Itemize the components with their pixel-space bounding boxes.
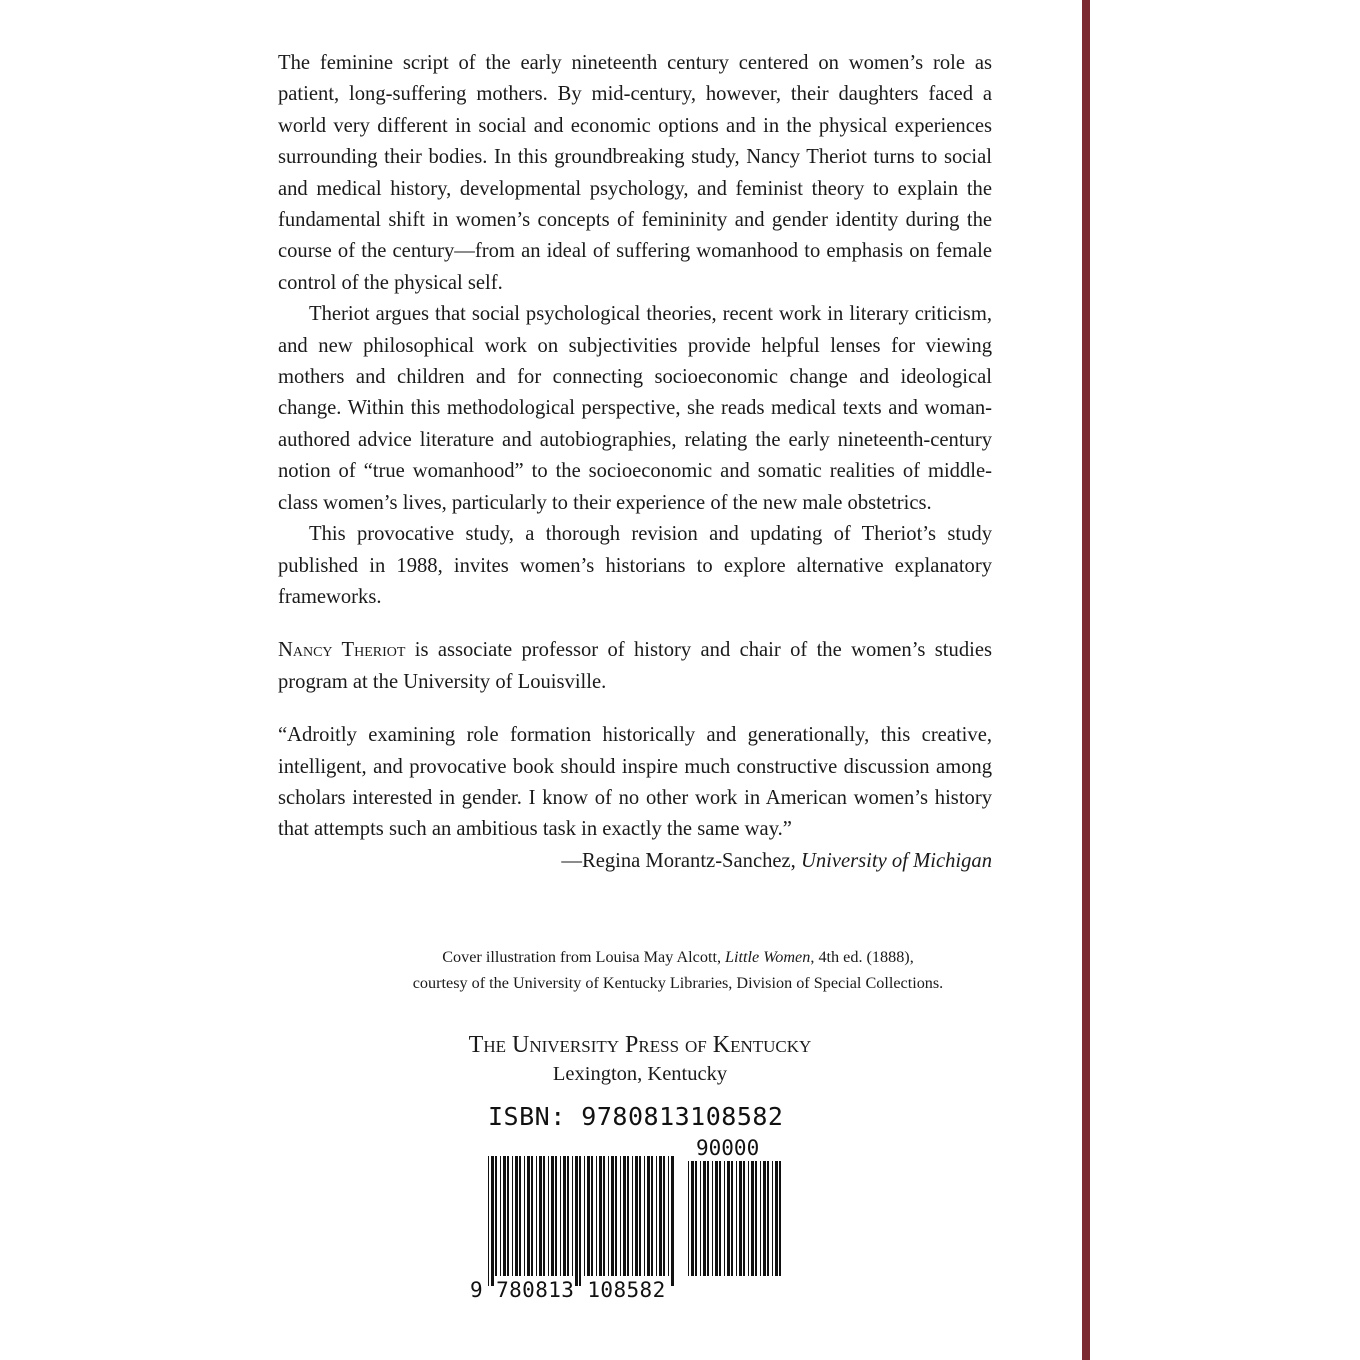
author-bio <box>278 635 992 698</box>
barcode-bar <box>515 1156 518 1276</box>
barcode-bar <box>596 1156 597 1276</box>
barcode-bar <box>691 1161 694 1276</box>
barcode-bar <box>591 1156 593 1276</box>
cover-credit-prefix: Cover illustration from Louisa May Alcott, <box>442 948 726 966</box>
ean-barcode <box>488 1156 674 1286</box>
barcode-bar <box>539 1156 542 1276</box>
barcode-bar <box>603 1156 605 1276</box>
barcode-bar <box>584 1156 585 1276</box>
blurb-quote: “Adroitly examining role formation historically and generationally, this creative, intelligent, and provocative book should inspire much constructive discussion among scholars interested in gender. I know of no other work in American women’s history that attempts such an ambitious task in exactly the same way.” <box>278 724 992 841</box>
author-bio-text: is associate professor of history and chair of the women’s studies program at the University of Louisville. <box>278 639 992 693</box>
description-paragraph-1: The feminine script of the early nineteenth century centered on women’s role as patient, long-suffering mothers. By mid-century, however, their daughters faced a world very different in social and economic options and in the physical experiences surrounding their bodies. In this groundbreaking study, Nancy Theriot turns to social and medical history, developmental psychology, and feminist theory to explain the fundamental shift in women’s concepts of femininity and gender identity during the course of the century—from an ideal of suffering womanhood to emphasis on female control of the physical self. <box>278 52 992 294</box>
cover-credit-title: Little Women <box>725 948 811 966</box>
barcode-bar <box>567 1156 569 1276</box>
barcode-bar <box>575 1156 578 1286</box>
barcode-bar <box>620 1156 621 1276</box>
author-name: Nancy Theriot <box>278 639 406 662</box>
publisher-name: The University Press of Kentucky <box>468 1032 812 1058</box>
blurb-attribution <box>278 846 992 877</box>
barcode-bar <box>500 1156 501 1276</box>
barcode-bar <box>527 1156 530 1276</box>
description-paragraph-3: This provocative study, a thorough revision and updating of Theriot’s study published in 1988, invites women’s historians to explore alternative explanatory frameworks. <box>278 523 992 608</box>
barcode-bar <box>507 1156 509 1276</box>
publisher-city: Lexington, Kentucky <box>552 1063 728 1085</box>
barcode-bar <box>627 1156 629 1276</box>
barcode-bar <box>632 1156 633 1276</box>
barcode-bar <box>775 1161 778 1276</box>
barcode-bar <box>700 1161 701 1276</box>
barcode-bar <box>599 1156 602 1276</box>
barcode-bar <box>703 1161 706 1276</box>
barcode-bar <box>615 1156 617 1276</box>
barcode-bar <box>715 1161 718 1276</box>
spine-edge <box>1082 0 1090 1360</box>
barcode-bar <box>647 1156 650 1276</box>
barcode-bar <box>736 1161 737 1276</box>
barcode-bar <box>748 1161 749 1276</box>
price-code: 90000 <box>696 1136 760 1160</box>
back-cover-text <box>278 48 992 877</box>
barcode-bar <box>659 1156 662 1276</box>
barcode-bar <box>543 1156 545 1276</box>
description-paragraph-2: Theriot argues that social psychological theories, recent work in literary criticism, and new philosophical work on subjectivities provide helpful lenses for viewing mothers and children and for connecting socioeconomic change and ideological change. Within this methodological perspective, she reads medical texts and woman-authored advice literature and autobiographies, relating the early nineteenth-century notion of “true womanhood” to the socioeconomic and somatic realities of middle-class women’s lives, particularly to their experience of the new male obstetrics. <box>278 303 992 514</box>
barcode-bar <box>635 1156 638 1276</box>
cover-credit <box>278 944 1078 996</box>
barcode-bar <box>488 1156 489 1286</box>
publisher-block <box>340 1030 940 1088</box>
barcode-bar <box>555 1156 557 1276</box>
barcode-bar <box>688 1161 689 1276</box>
barcode-bar <box>491 1156 494 1286</box>
addon-barcode <box>688 1161 784 1286</box>
barcode-bar <box>651 1156 653 1276</box>
barcode-bar <box>772 1161 773 1276</box>
barcode-bar <box>663 1156 665 1276</box>
barcode-bar <box>767 1161 769 1276</box>
barcode-bar <box>763 1161 766 1276</box>
isbn-label: ISBN: 9780813108582 <box>488 1102 784 1131</box>
barcode-bar <box>712 1161 713 1276</box>
barcode-bar <box>727 1161 730 1276</box>
barcode-bar <box>548 1156 549 1276</box>
barcode-bar <box>587 1156 590 1276</box>
cover-credit-suffix: , 4th ed. (1888), <box>810 948 914 966</box>
barcode-bar <box>563 1156 566 1276</box>
barcode-bar <box>536 1156 537 1276</box>
barcode-bar <box>743 1161 745 1276</box>
barcode-bar <box>739 1161 742 1276</box>
barcode-bar <box>579 1156 581 1286</box>
ean-digits: 9 780813 108582 <box>470 1278 666 1302</box>
barcode-bar <box>724 1161 725 1276</box>
barcode-area <box>470 1102 790 1306</box>
barcode-bar <box>751 1161 754 1276</box>
barcode-bar <box>695 1161 697 1276</box>
blurb-attribution-name: —Regina Morantz-Sanchez, <box>561 849 801 872</box>
barcode-bar <box>671 1156 674 1286</box>
barcode-bar <box>644 1156 645 1276</box>
barcode-bar <box>551 1156 554 1276</box>
cover-credit-line-2: courtesy of the University of Kentucky Libraries, Division of Special Collections. <box>412 974 944 992</box>
barcode-bar <box>512 1156 513 1276</box>
blurb-attribution-affiliation: University of Michigan <box>800 849 992 872</box>
barcode-bar <box>760 1161 761 1276</box>
barcode-bar <box>639 1156 641 1276</box>
barcode-bar <box>707 1161 709 1276</box>
barcode-bar <box>731 1161 733 1276</box>
barcode-bar <box>668 1156 669 1276</box>
barcode-bar <box>608 1156 609 1276</box>
barcode-bar <box>495 1156 497 1276</box>
barcode-bar <box>519 1156 521 1276</box>
cover-credit-line-1 <box>278 944 1078 970</box>
barcode-bar <box>503 1156 506 1276</box>
barcode-bar <box>524 1156 525 1276</box>
barcode-bar <box>755 1161 757 1276</box>
barcode-bar <box>560 1156 561 1276</box>
barcode-bar <box>623 1156 626 1276</box>
barcode-bar <box>531 1156 533 1276</box>
barcode-bar <box>779 1161 781 1276</box>
barcode-bar <box>719 1161 721 1276</box>
barcode-bar <box>656 1156 657 1276</box>
barcode-bar <box>611 1156 614 1276</box>
barcode-bar <box>572 1156 573 1276</box>
